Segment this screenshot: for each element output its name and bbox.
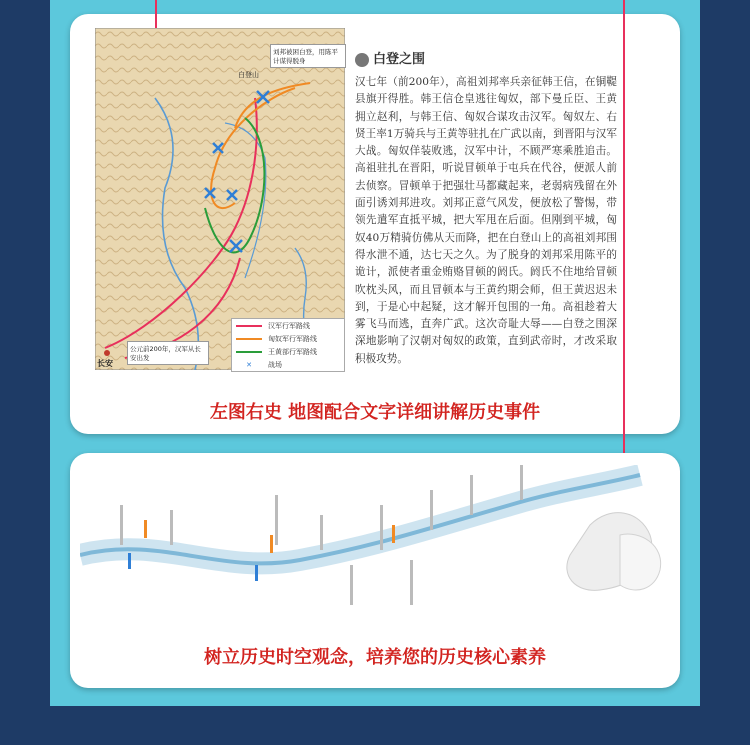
legend-row: 王黄部行军路线 bbox=[236, 346, 340, 358]
legend-row: 汉军行军路线 bbox=[236, 320, 340, 332]
callout-start: 公元前200年，汉军从长安出发 bbox=[127, 341, 209, 365]
legend-row: ✕ 战场 bbox=[236, 359, 340, 371]
history-text: 汉七年（前200年），高祖刘邦率兵亲征韩王信，在铜鞮县旗开得胜。韩王信仓皇逃往匈奴，部下曼丘臣、王黄拥立赵利，与韩王信、匈奴合谋攻击汉军。匈奴左、右贤王率1万骑兵与王黄等驻扎在广武以南，到晋阳与汉军大战。匈奴佯装败逃，汉军中计，不顾严寒乘胜追击。高祖驻扎在晋阳，听说冒顿单于屯兵在代谷，便派人前去侦察。冒顿单于把强壮马都藏起来，老弱病残留在外面引诱刘邦进攻。刘邦正意气风发，便放松了警惕，带领先遣军直抵平城，把大军甩在后面。但刚到平城，匈奴40万精骑仿佛从天而降，把在白登山上的高祖刘邦围得水泄不通，达七天之久。为了脱身的刘邦采用陈平的诡计，派使者重金贿赂冒顿的阏氏。阏氏不住地给冒顿吹枕头风，而且冒顿本与王黄约期会师，但王黄迟迟未到，于是心中起疑，这才解开包围的一角。高祖趁着大雾飞马而逃，直奔广武。这次奇耻大辱——白登之围深深地影响了汉朝对匈奴的政策，直到武帝时，才改采取积极攻势。 bbox=[355, 76, 617, 365]
place-baideng: 白登山 bbox=[238, 71, 259, 79]
seal-icon bbox=[355, 53, 369, 67]
city-changan: 长安 bbox=[97, 359, 113, 368]
footer-strip bbox=[50, 706, 700, 745]
callout-baideng: 刘邦被困白登，用陈平计谋得脱身 bbox=[270, 44, 346, 68]
top-caption: 左图右史 地图配合文字详细讲解历史事件 bbox=[209, 402, 541, 423]
timeline-river bbox=[80, 465, 680, 635]
map-legend bbox=[231, 318, 345, 372]
pointer-line-right bbox=[623, 0, 625, 500]
bottom-caption: 树立历史时空观念，培养您的历史核心素养 bbox=[204, 647, 546, 668]
section-heading: 白登之围 bbox=[355, 48, 425, 67]
legend-row: 匈奴军行军路线 bbox=[236, 333, 340, 345]
battle-cross-icon: ✕ bbox=[246, 361, 252, 369]
